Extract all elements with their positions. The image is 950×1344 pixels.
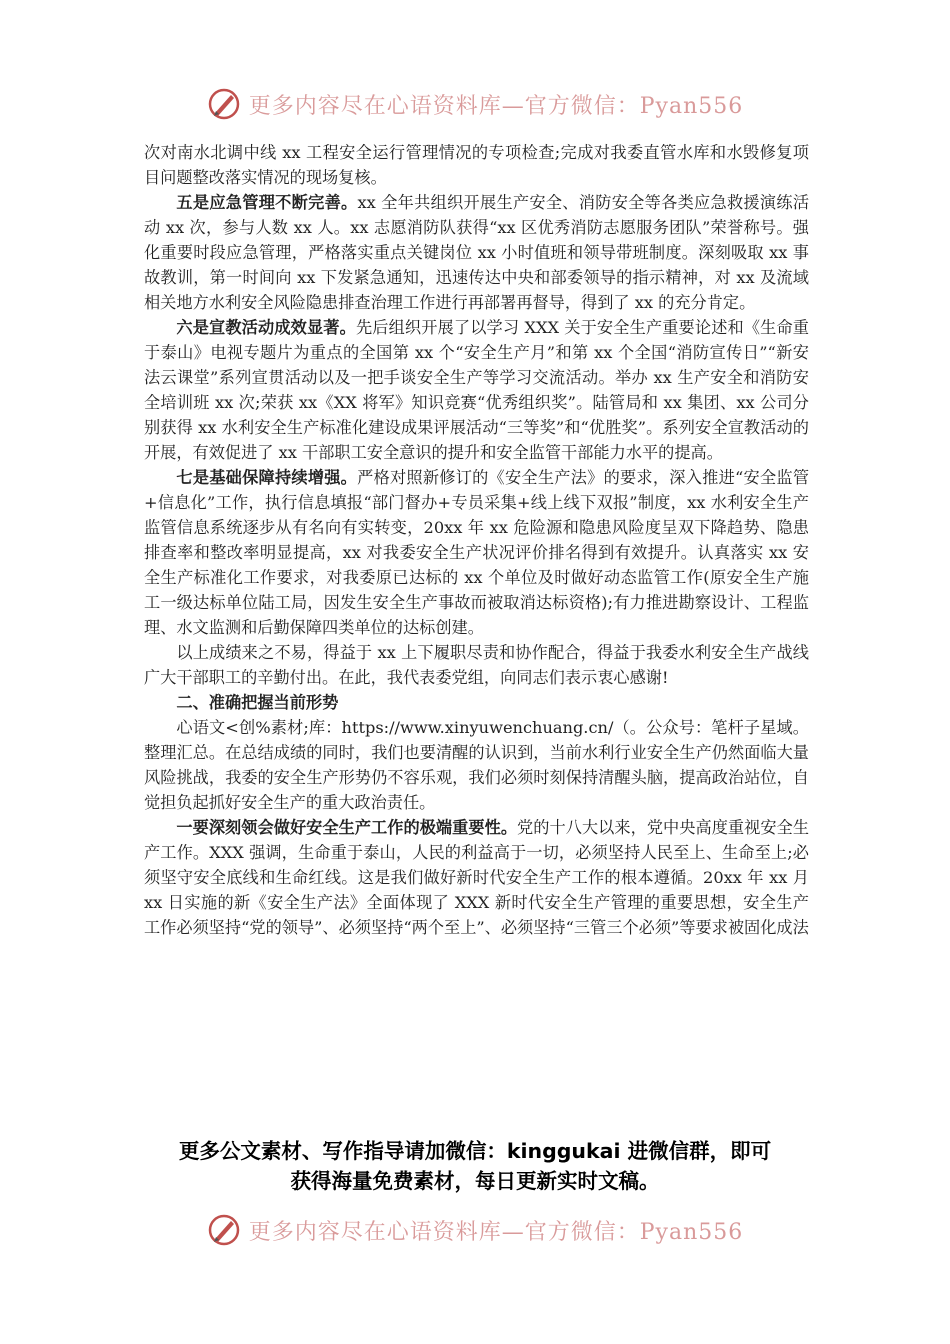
paragraph-text: 严格对照新修订的《安全生产法》的要求，深入推进“安全监管+信息化”工作，执行信息填报“部门督办+专员采集+线上线下双报”制度，xx 水利安全生产监管信息系统逐步从有名向有实转变，20xx 年 xx 危险源和隐患风险度呈双下降趋势、隐患排查率和整改率明显提高，xx 对我委安全生产状况评价排名得到有效提升。认真落实 xx 安全生产标准化工作要求，对我委原已达标的 xx 个单位及时做好动态监管工作(原安全生产施工一级达标单位陆工局，因发生安全生产事故而被取消达标资格);有力推进勘察设计、工程监理、水文监测和后勤保障四类单位的达标创建。 — [144, 468, 810, 637]
footer-banner-text: 更多内容尽在心语资料库—官方微信：Pyan556 — [248, 1219, 744, 1245]
header-banner — [0, 84, 950, 124]
body-paragraph — [144, 315, 809, 465]
promo-line-1: 更多公文素材、写作指导请加微信：kinggukai 进微信群，即可 — [178, 1139, 772, 1163]
pen-logo-icon — [207, 1213, 241, 1247]
paragraph-lead: 一要深刻领会做好安全生产工作的极端重要性。 — [176, 818, 518, 837]
document-body — [144, 140, 809, 940]
promo-notice — [140, 1136, 810, 1196]
paragraph-text: 先后组织开展了以学习 XXX 关于安全生产重要论述和《生命重于泰山》电视专题片为重点的全国第 xx 个“安全生产月”和第 xx 个全国“消防宣传日”“新安法云课堂”系列宣贯活动以及一把手谈安全生产等学习交流活动。举办 xx 生产安全和消防安全培训班 xx 次;荣获 xx《XX 将军》知识竞赛“优秀组织奖”。陆管局和 xx 集团、xx 公司分别获得 xx 水利安全生产标准化建设成果评展活动“三等奖”和“优胜奖”。系列安全宣教活动的开展，有效促进了 xx 干部职工安全意识的提升和安全监管干部能力水平的提高。 — [144, 318, 809, 462]
paragraph-lead: 六是宣教活动成效显著。 — [176, 318, 356, 337]
pen-logo-icon — [207, 87, 241, 121]
body-paragraph — [144, 640, 809, 690]
paragraph-lead: 五是应急管理不断完善。 — [176, 193, 358, 212]
header-banner-text: 更多内容尽在心语资料库—官方微信：Pyan556 — [248, 93, 744, 119]
paragraph-text: 以上成绩来之不易，得益于 xx 上下履职尽责和协作配合，得益于我委水利安全生产战线广大干部职工的辛勤付出。在此，我代表委党组，向同志们表示衷心感谢! — [144, 643, 809, 687]
body-paragraph — [144, 815, 809, 940]
promo-line-2: 获得海量免费素材，每日更新实时文稿。 — [290, 1169, 660, 1193]
body-paragraph — [144, 190, 809, 315]
body-paragraph — [144, 140, 809, 190]
paragraph-lead: 七是基础保障持续增强。 — [176, 468, 358, 487]
paragraph-text: 次对南水北调中线 xx 工程安全运行管理情况的专项检查;完成对我委直管水库和水毁修复项目问题整改落实情况的现场复核。 — [144, 143, 809, 187]
body-paragraph — [144, 715, 809, 815]
paragraph-text: xx 全年共组织开展生产安全、消防安全等各类应急救援演练活动 xx 次，参与人数 xx 人。xx 志愿消防队获得“xx 区优秀消防志愿服务团队”荣誉称号。强化重要时段应急管理，严格落实重点关键岗位 xx 小时值班和领导带班制度。深刻吸取 xx 事故教训，第一时间向 xx 下发紧急通知，迅速传达中央和部委领导的指示精神，对 xx 及流域相关地方水利安全风险隐患排查治理工作进行再部署再督导，得到了 xx 的充分肯定。 — [144, 193, 810, 312]
paragraph-text: 党的十八大以来，党中央高度重视安全生产工作。XXX 强调，生命重于泰山，人民的利益高于一切，必须坚持人民至上、生命至上;必须坚守安全底线和生命红线。这是我们做好新时代安全生产工作的根本遵循。20xx 年 xx 月 xx 日实施的新《安全生产法》全面体现了 XXX 新时代安全生产管理的重要思想，安全生产工作必须坚持“党的领导”、必须坚持“两个至上”、必须坚持“三管三个必须”等要求被固化成法 — [144, 818, 810, 937]
section-heading: 二、准确把握当前形势 — [176, 693, 339, 712]
body-paragraph — [144, 465, 809, 640]
paragraph-text: 心语文<创%素材;库：https://www.xinyuwenchuang.cn/（。公众号：笔杆子星域。整理汇总。在总结成绩的同时，我们也要清醒的认识到，当前水利行业安全生产仍然面临大量风险挑战，我委的安全生产形势仍不容乐观，我们必须时刻保持清醒头脑，提高政治站位，自觉担负起抓好安全生产的重大政治责任。 — [144, 718, 809, 812]
footer-banner — [0, 1210, 950, 1250]
